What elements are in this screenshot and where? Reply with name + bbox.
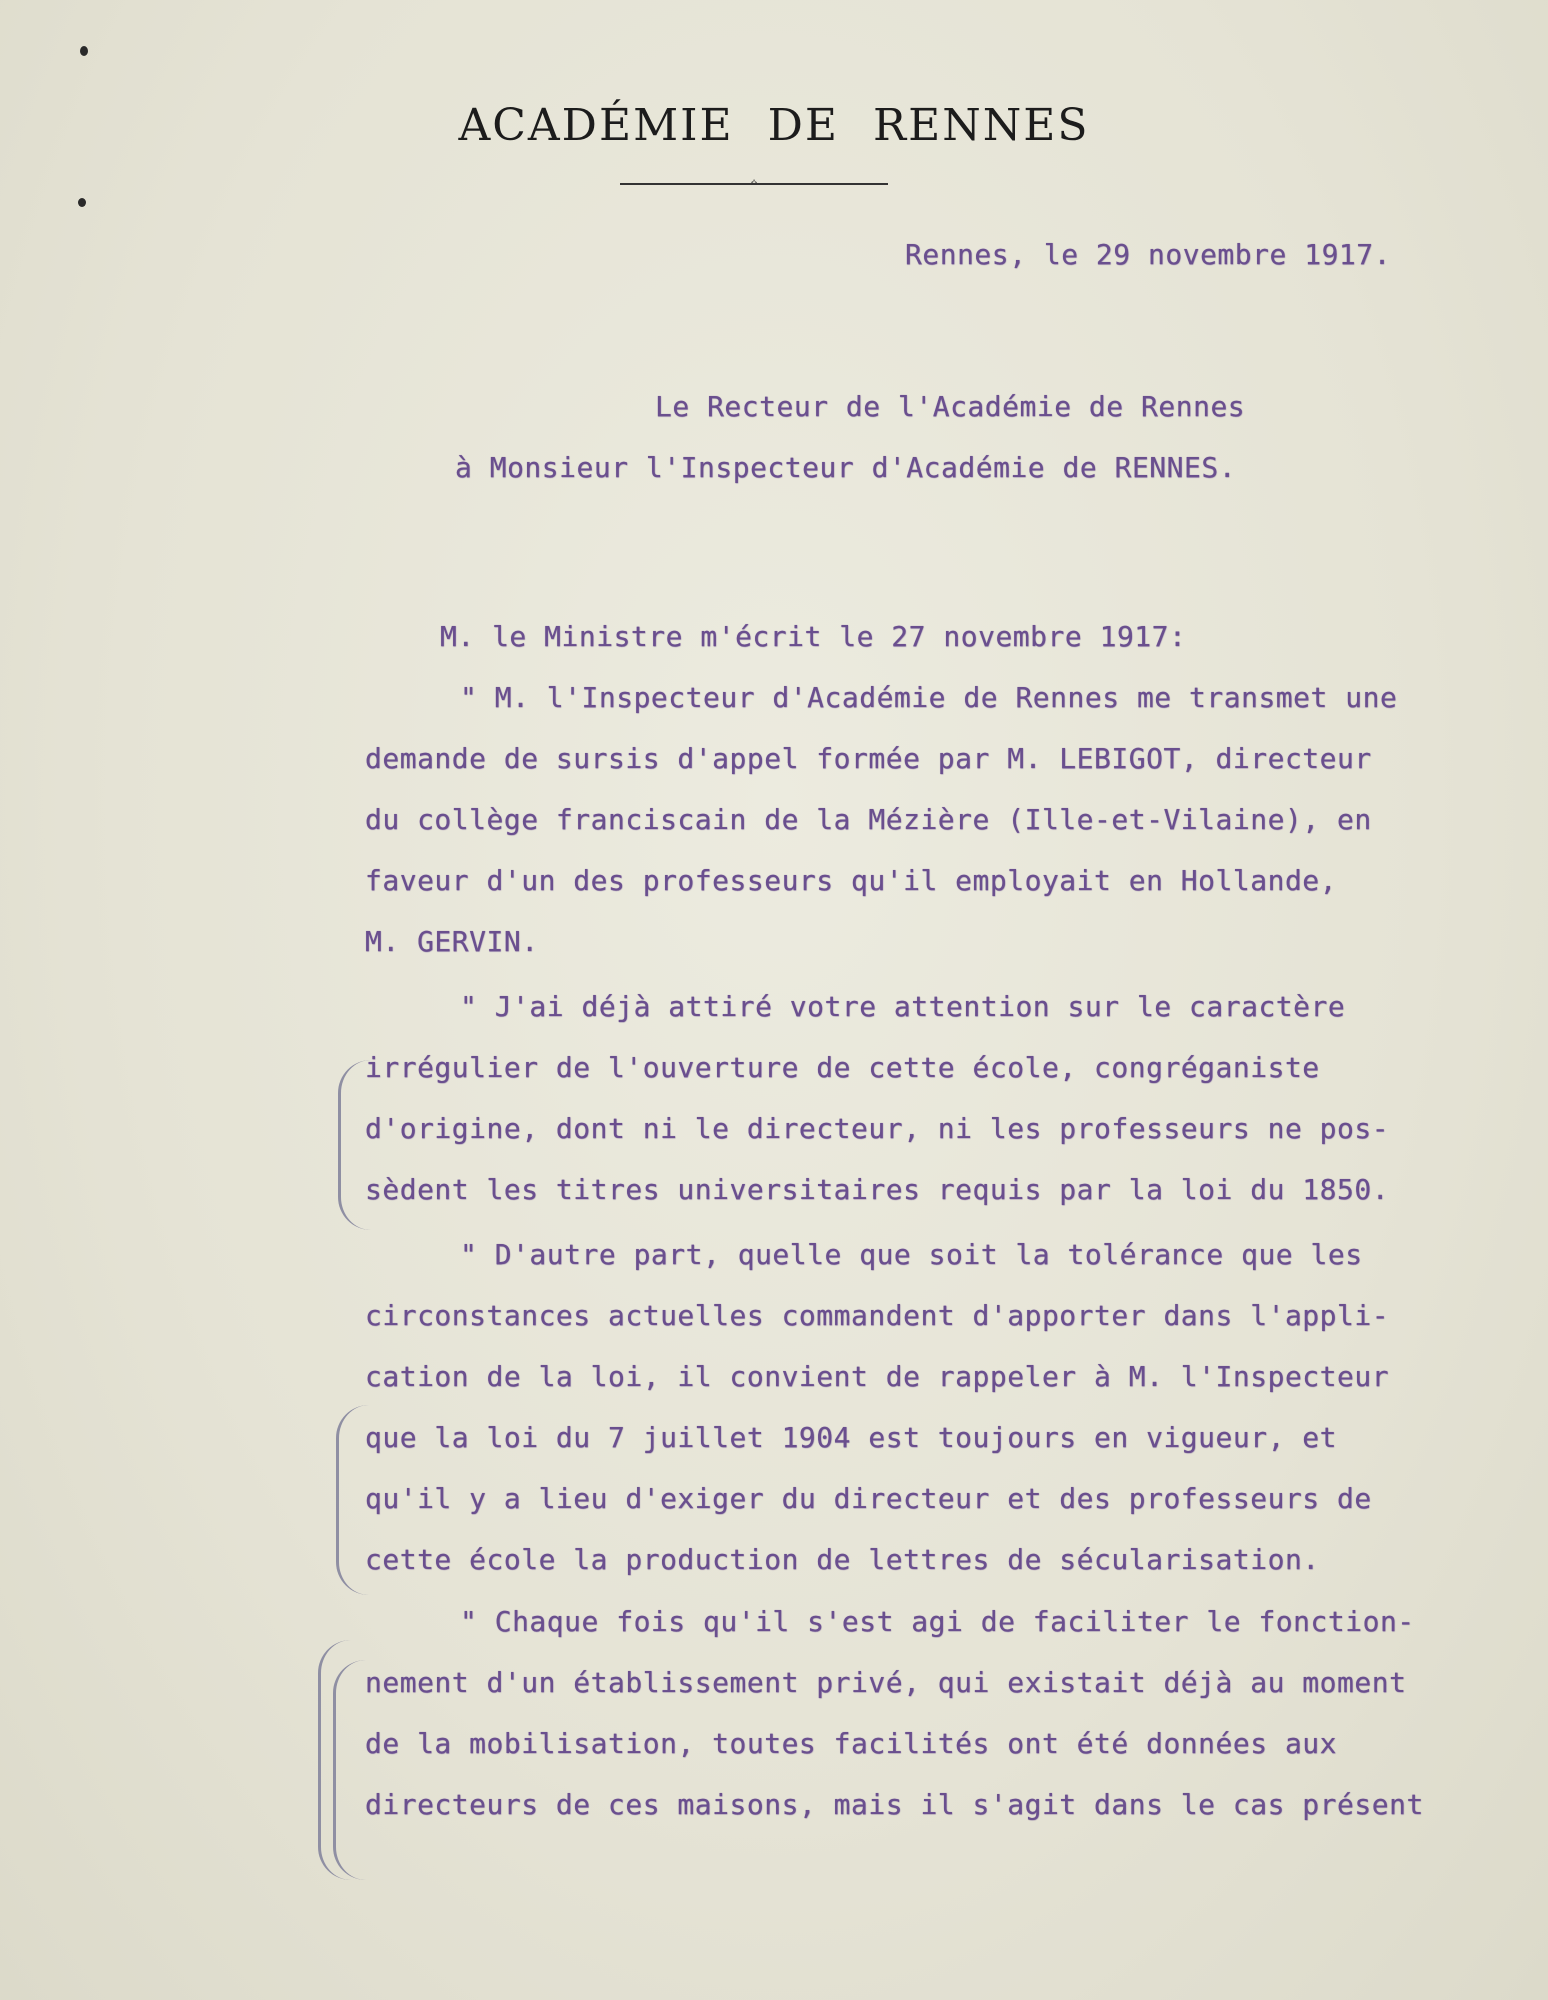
body-line: " Chaque fois qu'il s'est agi de faciliter le fonction-: [460, 1605, 1415, 1638]
body-line: circonstances actuelles commandent d'apporter dans l'appli-: [365, 1299, 1390, 1332]
body-line: directeurs de ces maisons, mais il s'agit dans le cas présent: [365, 1788, 1424, 1821]
body-line: du collège franciscain de la Mézière (Ille-et-Vilaine), en: [365, 803, 1372, 836]
body-line: demande de sursis d'appel formée par M. LEBIGOT, directeur: [365, 742, 1372, 775]
body-line: faveur d'un des professeurs qu'il employait en Hollande,: [365, 864, 1338, 897]
body-line: " M. l'Inspecteur d'Académie de Rennes me transmet une: [460, 681, 1398, 714]
margin-bracket: [336, 1405, 369, 1595]
rule-ornament-icon: ⟡: [750, 177, 758, 188]
recipient-line: à Monsieur l'Inspecteur d'Académie de RENNES.: [455, 451, 1237, 484]
body-line: M. GERVIN.: [365, 925, 539, 958]
intro-line: M. le Ministre m'écrit le 27 novembre 1917:: [440, 620, 1187, 653]
body-line: irrégulier de l'ouverture de cette école, congréganiste: [365, 1051, 1320, 1084]
body-line: " D'autre part, quelle que soit la tolérance que les: [460, 1238, 1363, 1271]
bleed-through-text: [120, 160, 136, 190]
body-line: cation de la loi, il convient de rappeler à M. l'Inspecteur: [365, 1360, 1390, 1393]
body-line: que la loi du 7 juillet 1904 est toujours en vigueur, et: [365, 1421, 1338, 1454]
body-line: nement d'un établissement privé, qui existait déjà au moment: [365, 1666, 1407, 1699]
margin-bracket: [338, 1060, 371, 1230]
body-line: " J'ai déjà attiré votre attention sur le caractère: [460, 990, 1346, 1023]
body-line: qu'il y a lieu d'exiger du directeur et des professeurs de: [365, 1482, 1372, 1515]
body-line: cette école la production de lettres de sécularisation.: [365, 1543, 1320, 1576]
body-line: de la mobilisation, toutes facilités ont été données aux: [365, 1727, 1338, 1760]
date-line: Rennes, le 29 novembre 1917.: [905, 238, 1392, 271]
punch-hole-mark: [80, 46, 88, 56]
punch-hole-mark: [78, 198, 86, 207]
margin-bracket: [333, 1660, 366, 1880]
body-line: d'origine, dont ni le directeur, ni les professeurs ne pos-: [365, 1112, 1390, 1145]
letterhead-title: ACADÉMIE DE RENNES: [458, 100, 1090, 151]
sender-line: Le Recteur de l'Académie de Rennes: [655, 390, 1246, 423]
body-line: sèdent les titres universitaires requis par la loi du 1850.: [365, 1173, 1390, 1206]
